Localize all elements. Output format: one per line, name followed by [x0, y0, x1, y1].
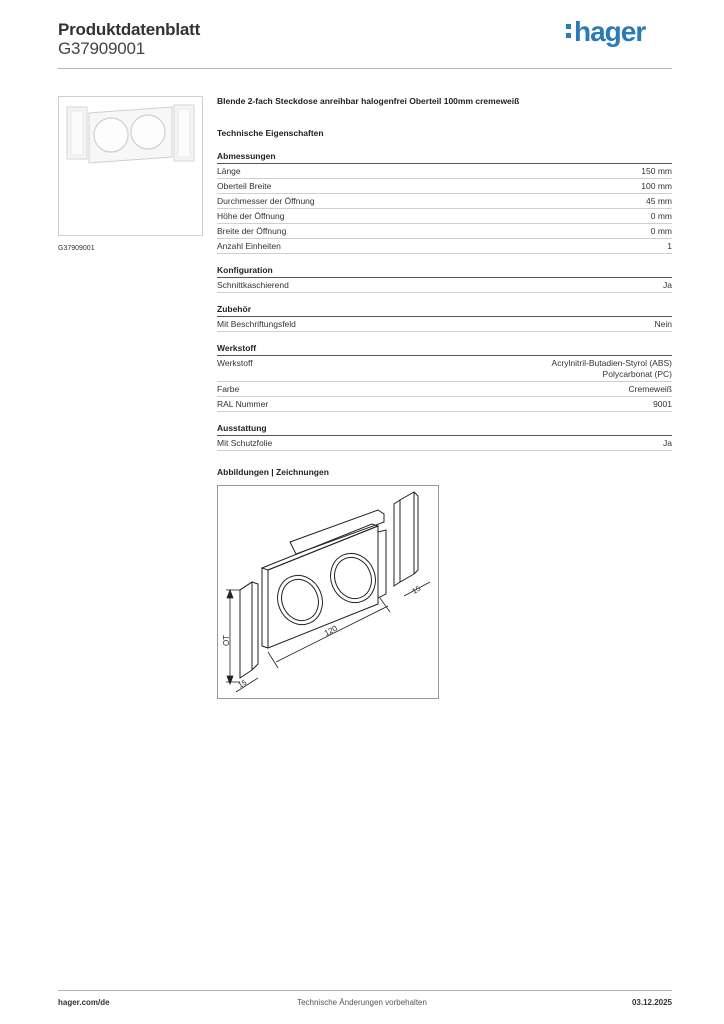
- section-configuration: [217, 265, 672, 293]
- row-label: Farbe: [217, 384, 240, 394]
- product-title: Blende 2-fach Steckdose anreihbar halogenfrei Oberteil 100mm cremeweiß: [217, 96, 520, 106]
- row-label: Oberteil Breite: [217, 181, 272, 191]
- illustrations-title: Abbildungen | Zeichnungen: [217, 467, 329, 477]
- row-value: 45 mm: [646, 196, 672, 206]
- datasheet-content: [217, 96, 672, 699]
- header-divider: [58, 68, 672, 69]
- section-dimensions: [217, 151, 672, 254]
- dim-height-label: OT: [222, 634, 231, 646]
- table-row: [217, 179, 672, 194]
- row-value: 0 mm: [650, 211, 672, 221]
- row-label: Durchmesser der Öffnung: [217, 196, 315, 206]
- row-value: Ja: [663, 438, 672, 448]
- logo-text: hager: [574, 16, 646, 47]
- footer-website-link[interactable]: hager.com/de: [58, 998, 110, 1007]
- table-row: [217, 317, 672, 332]
- row-label: Länge: [217, 166, 241, 176]
- section-heading: Zubehör: [217, 304, 672, 317]
- page-title: Produktdatenblatt: [58, 20, 201, 39]
- row-value: 150 mm: [641, 166, 672, 176]
- dim-side-left-label: 15: [236, 677, 249, 690]
- hager-logo[interactable]: [566, 16, 645, 48]
- table-row: [217, 436, 672, 451]
- dim-width-label: 120: [322, 623, 339, 638]
- section-heading: Konfiguration: [217, 265, 672, 278]
- footer-disclaimer: Technische Änderungen vorbehalten: [297, 998, 427, 1007]
- product-code: G37909001: [58, 39, 146, 58]
- dim-side-right-label: 15: [410, 583, 423, 596]
- section-heading: Abmessungen: [217, 151, 672, 164]
- row-label: Schnittkaschierend: [217, 280, 289, 290]
- table-row: [217, 239, 672, 254]
- footer-date: 03.12.2025: [631, 998, 672, 1007]
- footer-divider: [58, 990, 672, 991]
- row-value-line: Acrylnitril-Butadien-Styrol (ABS): [551, 358, 672, 368]
- table-row: [217, 278, 672, 293]
- row-value: 0 mm: [650, 226, 672, 236]
- row-value: Ja: [663, 280, 672, 290]
- row-value: Cremeweiß: [628, 384, 672, 394]
- section-equipment: [217, 423, 672, 451]
- row-label: Werkstoff: [217, 358, 253, 368]
- row-label: Höhe der Öffnung: [217, 211, 285, 221]
- table-row: [217, 356, 672, 382]
- row-label: RAL Nummer: [217, 399, 269, 409]
- section-accessories: [217, 304, 672, 332]
- row-value-line: Polycarbonat (PC): [602, 369, 672, 379]
- row-value: 9001: [653, 399, 672, 409]
- row-label: Breite der Öffnung: [217, 226, 287, 236]
- technical-drawing: [217, 485, 439, 699]
- row-label: Mit Beschriftungsfeld: [217, 319, 296, 329]
- image-caption: G37909001: [58, 245, 95, 252]
- tech-properties-title: Technische Eigenschaften: [217, 128, 324, 138]
- table-row: [217, 397, 672, 412]
- drawing-svg: [218, 486, 438, 698]
- section-heading: Werkstoff: [217, 343, 672, 356]
- product-image: [58, 96, 203, 236]
- section-heading: Ausstattung: [217, 423, 672, 436]
- logo-dots-icon: [566, 24, 572, 42]
- row-value: 1: [667, 241, 672, 251]
- table-row: [217, 382, 672, 397]
- table-row: [217, 164, 672, 179]
- row-label: Anzahl Einheiten: [217, 241, 281, 251]
- table-row: [217, 194, 672, 209]
- row-label: Mit Schutzfolie: [217, 438, 273, 448]
- product-photo-icon: [59, 97, 202, 235]
- section-material: [217, 343, 672, 412]
- row-value: Nein: [654, 319, 672, 329]
- table-row: [217, 209, 672, 224]
- row-value: 100 mm: [641, 181, 672, 191]
- row-value: [552, 358, 672, 380]
- table-row: [217, 224, 672, 239]
